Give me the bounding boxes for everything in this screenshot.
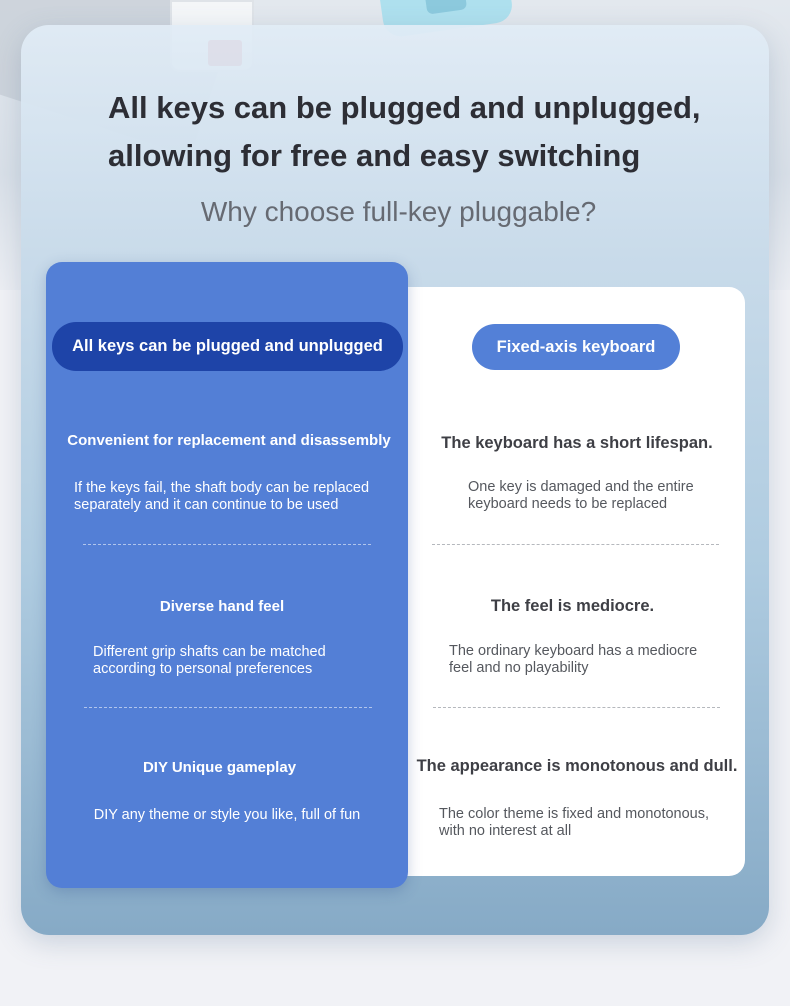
fixed-axis-drawback-desc: The ordinary keyboard has a mediocre feel and no playability — [449, 643, 698, 676]
fixed-axis-drawback-title: The feel is mediocre. — [490, 597, 655, 615]
headline — [108, 84, 748, 180]
fixed-axis-drawback-title: The keyboard has a short lifespan. — [441, 434, 713, 452]
pluggable-feature-desc: If the keys fail, the shaft body can be replaced separately and it can continue to be used — [74, 480, 370, 513]
divider — [432, 544, 719, 545]
divider — [84, 707, 372, 708]
fixed-axis-drawback-desc: One key is damaged and the entire keyboard needs to be replaced — [468, 479, 694, 512]
pluggable-badge: All keys can be plugged and unplugged — [52, 322, 403, 371]
divider — [433, 707, 720, 708]
divider — [83, 544, 371, 545]
pluggable-feature-desc: DIY any theme or style you like, full of fun — [93, 807, 361, 823]
pluggable-feature-title: DIY Unique gameplay — [142, 759, 297, 776]
pluggable-feature-title: Diverse hand feel — [159, 598, 285, 615]
fixed-axis-badge: Fixed-axis keyboard — [472, 324, 680, 370]
fixed-axis-drawback-title: The appearance is monotonous and dull. — [416, 757, 738, 775]
fixed-axis-card — [395, 287, 745, 876]
pluggable-feature-title: Convenient for replacement and disassembly — [67, 432, 391, 449]
pluggable-feature-desc: Different grip shafts can be matched according to personal preferences — [93, 644, 326, 677]
subheadline: Why choose full-key pluggable? — [200, 196, 597, 227]
headline-line-2: allowing for free and easy switching — [108, 138, 641, 173]
fixed-axis-drawback-desc: The color theme is fixed and monotonous, with no interest at all — [439, 806, 710, 839]
headline-line-1: All keys can be plugged and unplugged, — [108, 90, 701, 125]
